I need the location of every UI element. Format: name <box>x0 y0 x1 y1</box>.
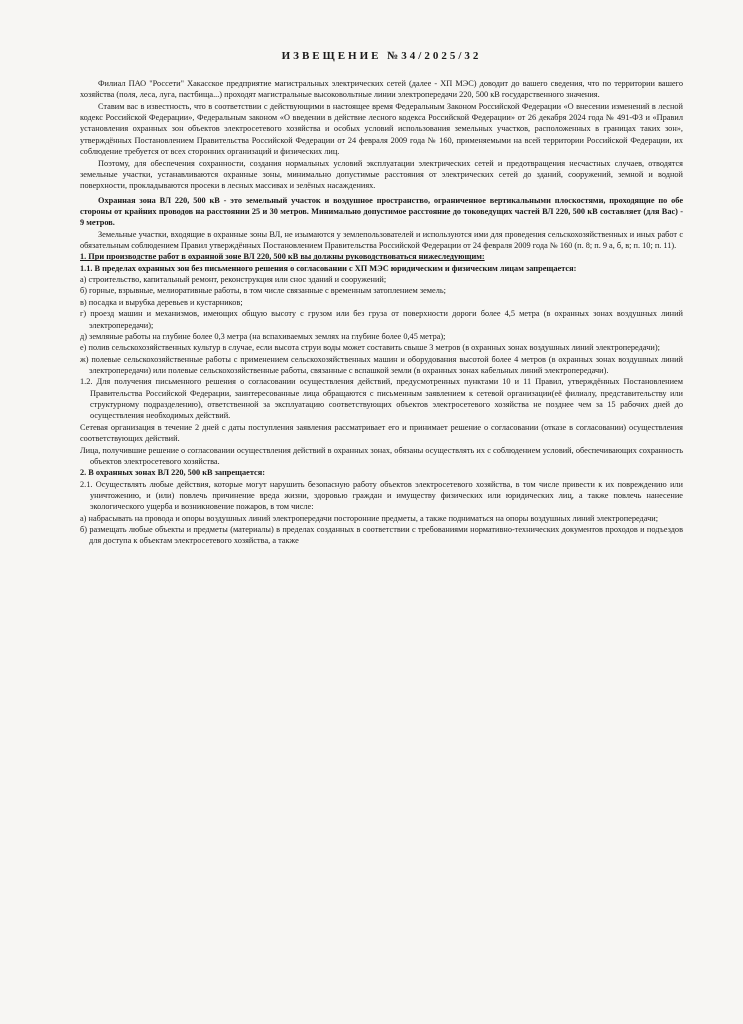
list-item: а) набрасывать на провода и опоры воздушных линий электропередачи посторонние предметы, а также подниматься на опоры воздушных линий электропередачи; <box>80 513 659 523</box>
list-item: а) строительство, капитальный ремонт, реконструкция или снос зданий и сооружений; <box>80 275 387 285</box>
section-2-1-paragraph: 2.1. Осуществлять любые действия, которые могут нарушить безопасную работу объектов электросетевого хозяйства, в том числе привести к их повреждению или уничтожению, и (или) повлечь причинение вреда жизни, здоровью граждан и имуществу физических или юридических лиц, а также повлечь нанесение экологического ущерба и возникновение пожаров, в том числе: <box>80 479 683 512</box>
notice-body <box>80 78 683 547</box>
paragraph-purpose: Поэтому, для обеспечения сохранности, создания нормальных условий эксплуатации электрических сетей и предотвращения несчастных случаев, отводятся земельные участки, устанавливаются охранные зоны, минимально допустимые расстояния от электрических сетей до зданий, сооружений, земной и водной поверхности, прокладываются просеки в лесных массивах и зелёных насаждениях. <box>80 158 683 191</box>
paragraph-security-zone: Охранная зона ВЛ 220, 500 кВ - это земельный участок и воздушное пространство, ограниченное вертикальными плоскостями, проходящие по обе стороны от крайних проводов на расстоянии 25 и 30 метров. Минимально допустимое расстояние до токоведущих частей ВЛ 220, 500 кВ составляет (для Вас) - 9 метров. <box>80 195 683 228</box>
notice-title: ИЗВЕЩЕНИЕ №34/2025/32 <box>281 50 482 62</box>
list-item: е) полив сельскохозяйственных культур в случае, если высота струи воды может составить свыше 3 метров (в охранных зонах воздушных линий электропередачи); <box>80 343 660 353</box>
section-1-heading: 1. При производстве работ в охранной зоне ВЛ 220, 500 кВ вы должны руководствоваться нижеследующим: <box>80 252 485 262</box>
list-item: д) земляные работы на глубине более 0,3 метра (на вспахиваемых землях на глубине более 0,45 метра); <box>80 331 446 341</box>
paragraph-obligations: Лица, получившие решение о согласовании осуществления действий в охранных зонах, обязаны осуществлять их с соблюдением условий, обеспечивающих сохранность объектов электросетевого хозяйства. <box>80 445 683 466</box>
paragraph-intro: Филиал ПАО "Россети" Хакасское предприятие магистральных электрических сетей (далее - ХП МЭС) доводит до вашего сведения, что по территории вашего хозяйства (поля, леса, луга, пастбища...) проходят магистральные высоковольтные линии электропередачи 220, 500 кВ государственного значения. <box>80 79 683 100</box>
paragraph-legal-basis: Ставим вас в известность, что в соответствии с действующими в настоящее время Федеральным Законом Российской Федерации «О внесении изменений в лесной кодекс Российской Федерации», Федеральным законом «О введении в действие лесного кодекса Российской Федерации» от 26 декабря 2024 года № 491-ФЗ и «Правил установления охранных зон объектов электросетевого хозяйства и особых условий использования земельных участков, расположенных в границах таких зон», утверждённых Постановлением Правительства Российской Федерации от 24 февраля 2009 года № 160, применяемыми на всей территории Российской Федерации, их соблюдение требуется от всех сторонних организаций и физических лиц. <box>80 101 683 157</box>
paragraph-land-use: Земельные участки, входящие в охранные зоны ВЛ, не изымаются у землепользователей и используются ими для проведения сельскохозяйственных и иных работ с обязательным соблюдением Правил утверждённых Постановлением Правительства Российской Федерации от 24 февраля 2009 года № 160 (п. 8; п. 9 а, б, в; п. 10; п. 11). <box>80 229 683 251</box>
list-item: б) горные, взрывные, мелиоративные работы, в том числе связанные с временным затоплением земель; <box>80 286 446 296</box>
list-item: в) посадка и вырубка деревьев и кустарников; <box>80 297 243 307</box>
list-item: г) проезд машин и механизмов, имеющих общую высоту с грузом или без груза от поверхности дороги более 4,5 метра (в охранных зонах воздушных линий электропередачи); <box>80 309 683 330</box>
section-1-1-heading: 1.1. В пределах охранных зон без письменного решения о согласовании с ХП МЭС юридическим и физическим лицам запрещается: <box>80 263 577 273</box>
section-2-heading: 2. В охранных зонах ВЛ 220, 500 кВ запрещается: <box>80 468 265 478</box>
section-1-2-paragraph: 1.2. Для получения письменного решения о согласовании осуществления действий, предусмотренных пунктами 10 и 11 Правил, утверждённых Постановлением Правительства Российской Федерации, заинтересованные лица обращаются с письменным заявлением к сетевой организации(её филиалу, представительству или структурному подразделению), ответственной за эксплуатацию соответствующих объектов электросетевого хозяйства не позднее чем за 15 рабочих дней до осуществления необходимых действий. <box>80 377 683 421</box>
paragraph-review-period: Сетевая организация в течение 2 дней с даты поступления заявления рассматривает его и принимает решение о согласовании (отказе в согласовании) осуществления соответствующих действий. <box>80 422 683 444</box>
list-item: ж) полевые сельскохозяйственные работы с применением сельскохозяйственных машин и оборудования высотой более 4 метров (в охранных зонах воздушных линий электропередачи) или полевые сельскохозяйственные работы, связанные с вспашкой земли (в охранных зонах кабельных линий электропередачи). <box>80 354 683 375</box>
list-item: б) размещать любые объекты и предметы (материалы) в пределах созданных в соответствии с требованиями нормативно-технических документов проходов и подъездов для доступа к объектам электросетевого хозяйства, а также <box>80 525 683 546</box>
